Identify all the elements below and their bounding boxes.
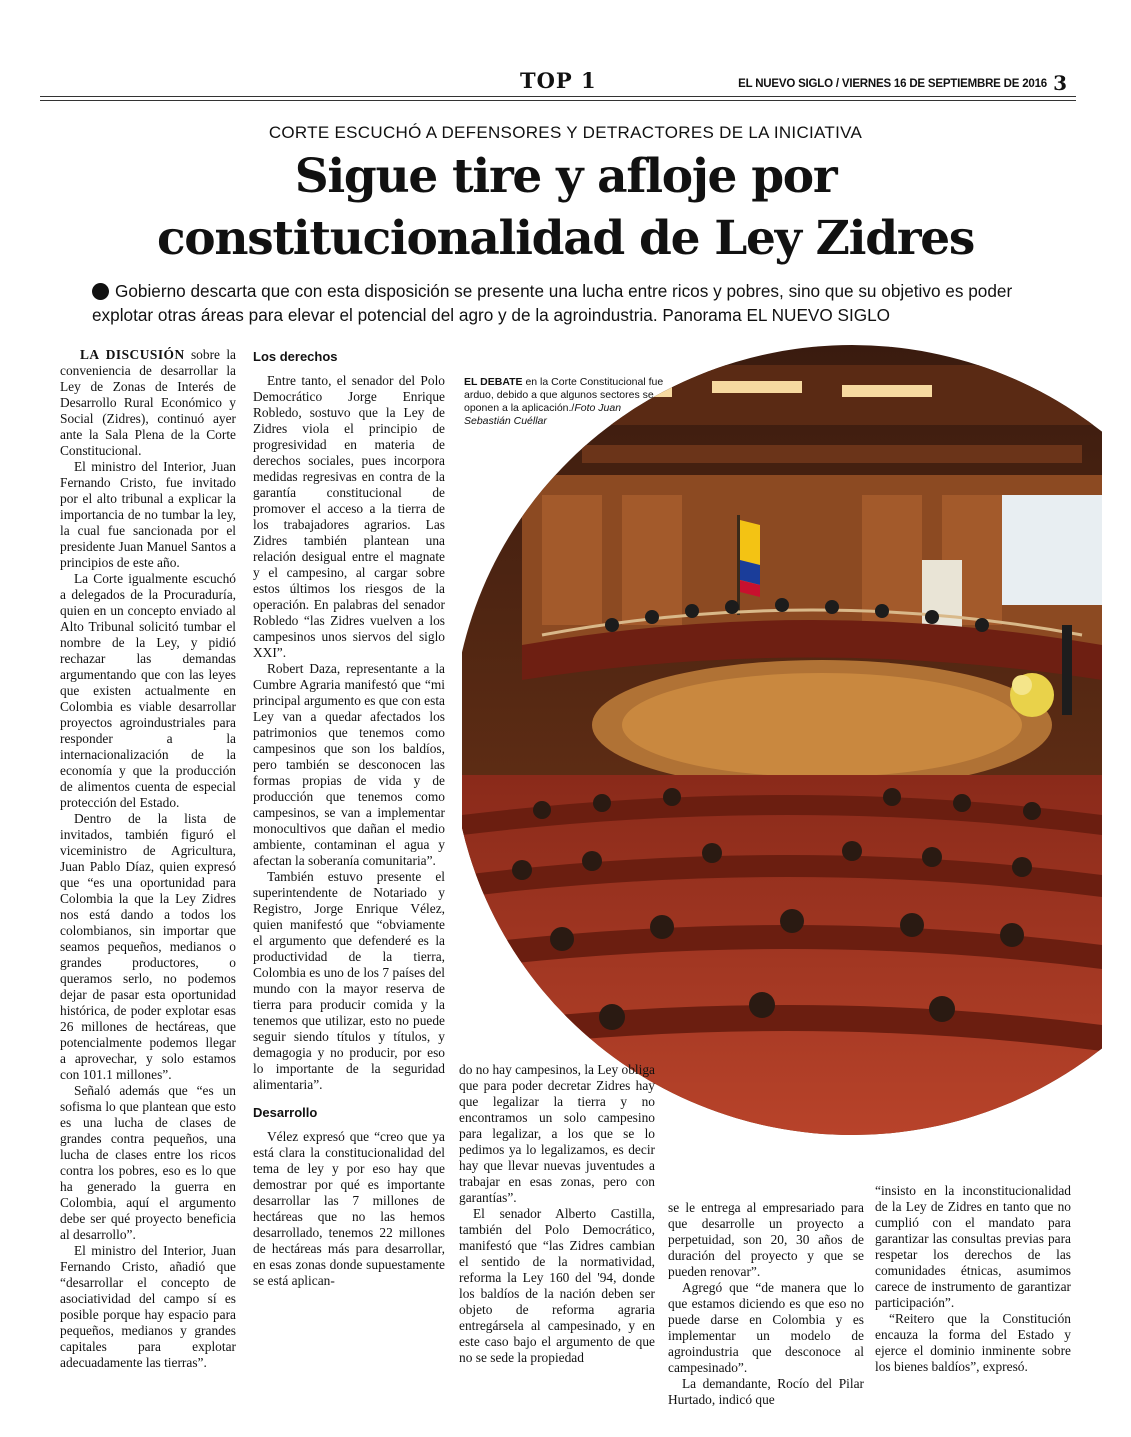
courtroom-photo xyxy=(462,345,1102,1135)
article-column-3 xyxy=(459,1062,655,1366)
lead-in: LA DISCUSIÓN xyxy=(80,347,185,362)
col2-paragraph-4: Vélez expresó que “creo que ya está clara la constitucionalidad del tema de ley y por eso hay que demostrar por qué es importante desarrollar las 7 millones de hectáreas que no las hemos desarrollado, tenemos 22 millones de hectáreas más para desarrollar, en esas zonas donde supuestamente se está aplican- xyxy=(253,1129,445,1288)
headline xyxy=(60,146,1071,270)
page-number: 3 xyxy=(1053,71,1067,95)
header-rule-bottom xyxy=(40,100,1076,101)
col1-paragraph-4: Dentro de la lista de invitados, también figuró el viceministro de Agricultura, Juan Pablo Díaz, quien expresó que “es una oportunidad para Colombia la que la Ley Zidres nos está dando a todos los colombianos, sin importar que seamos pequeños, medianos o grandes productores, o queramos serlo, no podemos dejar de pasar esta oportunidad histórica, de poder explotar esas 26 millones de hectáreas, que potencialmente podemos llegar a aprovechar, y solo estamos con 101.1 millones”. xyxy=(60,811,236,1082)
col4-paragraph-2: Agregó que “de manera que lo que estamos diciendo es que eso no puede darse en Colombia y es implementar un modelo de agroindustria que desconoce al campesinado”. xyxy=(668,1280,864,1375)
publication-date-line xyxy=(738,78,1047,90)
section-label: TOP 1 xyxy=(520,68,597,93)
caption-credit: Foto Juan Sebastián Cuéllar xyxy=(464,402,622,427)
col4-paragraph-1: se le entrega al empresariado para que desarrolle un proyecto a perpetuidad, son 20, 30 años de duración del proyecto y que se pueden renovar”. xyxy=(668,1200,864,1279)
col2-paragraph-2: Robert Daza, representante a la Cumbre Agraria manifestó que “mi principal argumento es que con esta Ley van a quedar afectados los patrimonios que tenemos como campesinos que son los baldíos, pero también se desconocen las formas propias de vida y de producción que tenemos como campesinos, se van a implementar monocultivos que dañan el medio ambiente, contaminan el agua y afectan la soberanía comunitaria”. xyxy=(253,661,445,868)
col1-paragraph-1: sobre la conveniencia de desarrollar la Ley de Zonas de Interés de Desarrollo Rural Económico y Social (Zidres), continuó ayer ante la Sala Plena de la Corte Constitucional. xyxy=(60,347,236,458)
deck xyxy=(92,279,1032,327)
subhead-los-derechos: Los derechos xyxy=(253,349,338,364)
col1-paragraph-3: La Corte igualmente escuchó a delegados de la Procuraduría, quien en un concepto enviado al Alto Tribunal solicitó tumbar el nombre de la Ley, y pidió rechazar las demandas argumentando que con las leyes que existen actualmente en Colombia es viable desarrollar proyectos agroindustriales para responder a la internacionalización de la economía y que la producción de alimentos cuenta de especial protección del Estado. xyxy=(60,571,236,810)
article-column-2 xyxy=(253,349,445,1289)
col4-paragraph-3: La demandante, Rocío del Pilar Hurtado, indicó que xyxy=(668,1376,864,1407)
article-column-1 xyxy=(60,347,236,1371)
col5-paragraph-1: “insisto en la inconstitucionalidad de la Ley de Zidres en tanto que no cumplió con el mandato para garantizar las consultas previas para respetar los derechos de las comunidades étnicas, asumimos carece de instrumento de garantizar participación”. xyxy=(875,1183,1071,1310)
headline-line-2: constitucionalidad de Ley Zidres xyxy=(156,211,975,266)
article-column-4 xyxy=(668,1200,864,1408)
col1-paragraph-6: El ministro del Interior, Juan Fernando Cristo, añadió que “desarrollar el concepto de asociatividad del campo sí es posible porque hay espacio para pequeños, medianos y grandes capitales para explotar adecuadamente las tierras”. xyxy=(60,1243,236,1370)
col1-paragraph-5: Señaló además que “es un sofisma lo que plantean que esto es una lucha de clases de grandes contra pequeños, una lucha de clases entre los ricos contra los pobres, eso es lo que ha generado la guerra en Colombia, aquí el argumento debe ser qué proyecto beneficia al desarrollo”. xyxy=(60,1083,236,1242)
headline-line-1: Sigue tire y afloje por xyxy=(294,149,837,204)
publication-date: EL NUEVO SIGLO / VIERNES 16 DE SEPTIEMBRE DE 2016 xyxy=(738,78,1047,90)
col3-paragraph-1: do no hay campesinos, la Ley obliga que para poder decretar Zidres hay que legalizar la tierra y no encontramos un solo campesino para legalizar, a los que se lo pedimos ya lo legalizamos, es decir hay que llevar nuevas juventudes a trabajar en esas zonas, pero con garantías”. xyxy=(459,1062,655,1205)
kicker: CORTE ESCUCHÓ A DEFENSORES Y DETRACTORES DE LA INICIATIVA xyxy=(268,123,863,142)
col1-paragraph-2: El ministro del Interior, Juan Fernando Cristo, fue invitado por el alto tribunal a explicar la importancia de no tumbar la ley, la cual fue sancionada por el presidente Juan Manuel Santos a principios de este año. xyxy=(60,459,236,570)
col2-paragraph-3: También estuvo presente el superintendente de Notariado y Registro, Jorge Enrique Vélez, quien manifestó que “obviamente el argumento que defenderé es la productividad de la tierra, Colombia es uno de los 7 países del mundo con la mayor reserva de tierra para producir comida y la tenemos que utilizar, esto no puede seguir siendo títulos y títulos, y demagogia y no producir, por eso lo importante de la seguridad alimentaria”. xyxy=(253,869,445,1092)
caption-lead: EL DEBATE xyxy=(464,376,523,388)
subhead-desarrollo: Desarrollo xyxy=(253,1105,318,1120)
col3-paragraph-2: El senador Alberto Castilla, también del Polo Democrático, manifestó que “las Zidres cambian el sentido de la normatividad, reforma la Ley 160 del '94, donde los baldíos de la nación deben ser objeto de reforma agraria entregársela al campesinado, y en este caso bajo el argumento de que no se sede la propiedad xyxy=(459,1206,655,1365)
col2-paragraph-1: Entre tanto, el senador del Polo Democrático Jorge Enrique Robledo, sostuvo que la Ley de Zidres viola el principio de progresividad en materia de derechos sociales, pues incorpora medidas regresivas en contra de la garantía constitucional de promover el acceso a la tierra de los trabajadores agrarios. Las Zidres también plantean una relación desigual entre el magnate y el campesino, al cargar sobre estos últimos los riesgos de la operación. En palabras del senador Robledo “las Zidres vuelven a los campesinos unos siervos del siglo XXI”. xyxy=(253,373,445,660)
photo-caption xyxy=(464,376,664,428)
courtroom-illustration xyxy=(462,345,1102,1135)
article-column-5 xyxy=(875,1183,1071,1375)
caption-text: en la Corte Constitucional fue arduo, debido a que algunos sectores se oponen a la aplicación./ xyxy=(464,376,664,414)
header-rule-top xyxy=(40,96,1076,97)
deck-text: Gobierno descarta que con esta disposición se presente una lucha entre ricos y pobres, sino que su objetivo es poder explotar otras áreas para elevar el potencial del agro y de la agroindustria. Panorama EL NUEVO SIGLO xyxy=(92,281,1013,325)
bullet-icon xyxy=(92,283,109,300)
col5-paragraph-2: “Reitero que la Constitución encauza la forma del Estado y ejerce el dominio inminente sobre los bienes baldíos”, expresó. xyxy=(875,1311,1071,1374)
